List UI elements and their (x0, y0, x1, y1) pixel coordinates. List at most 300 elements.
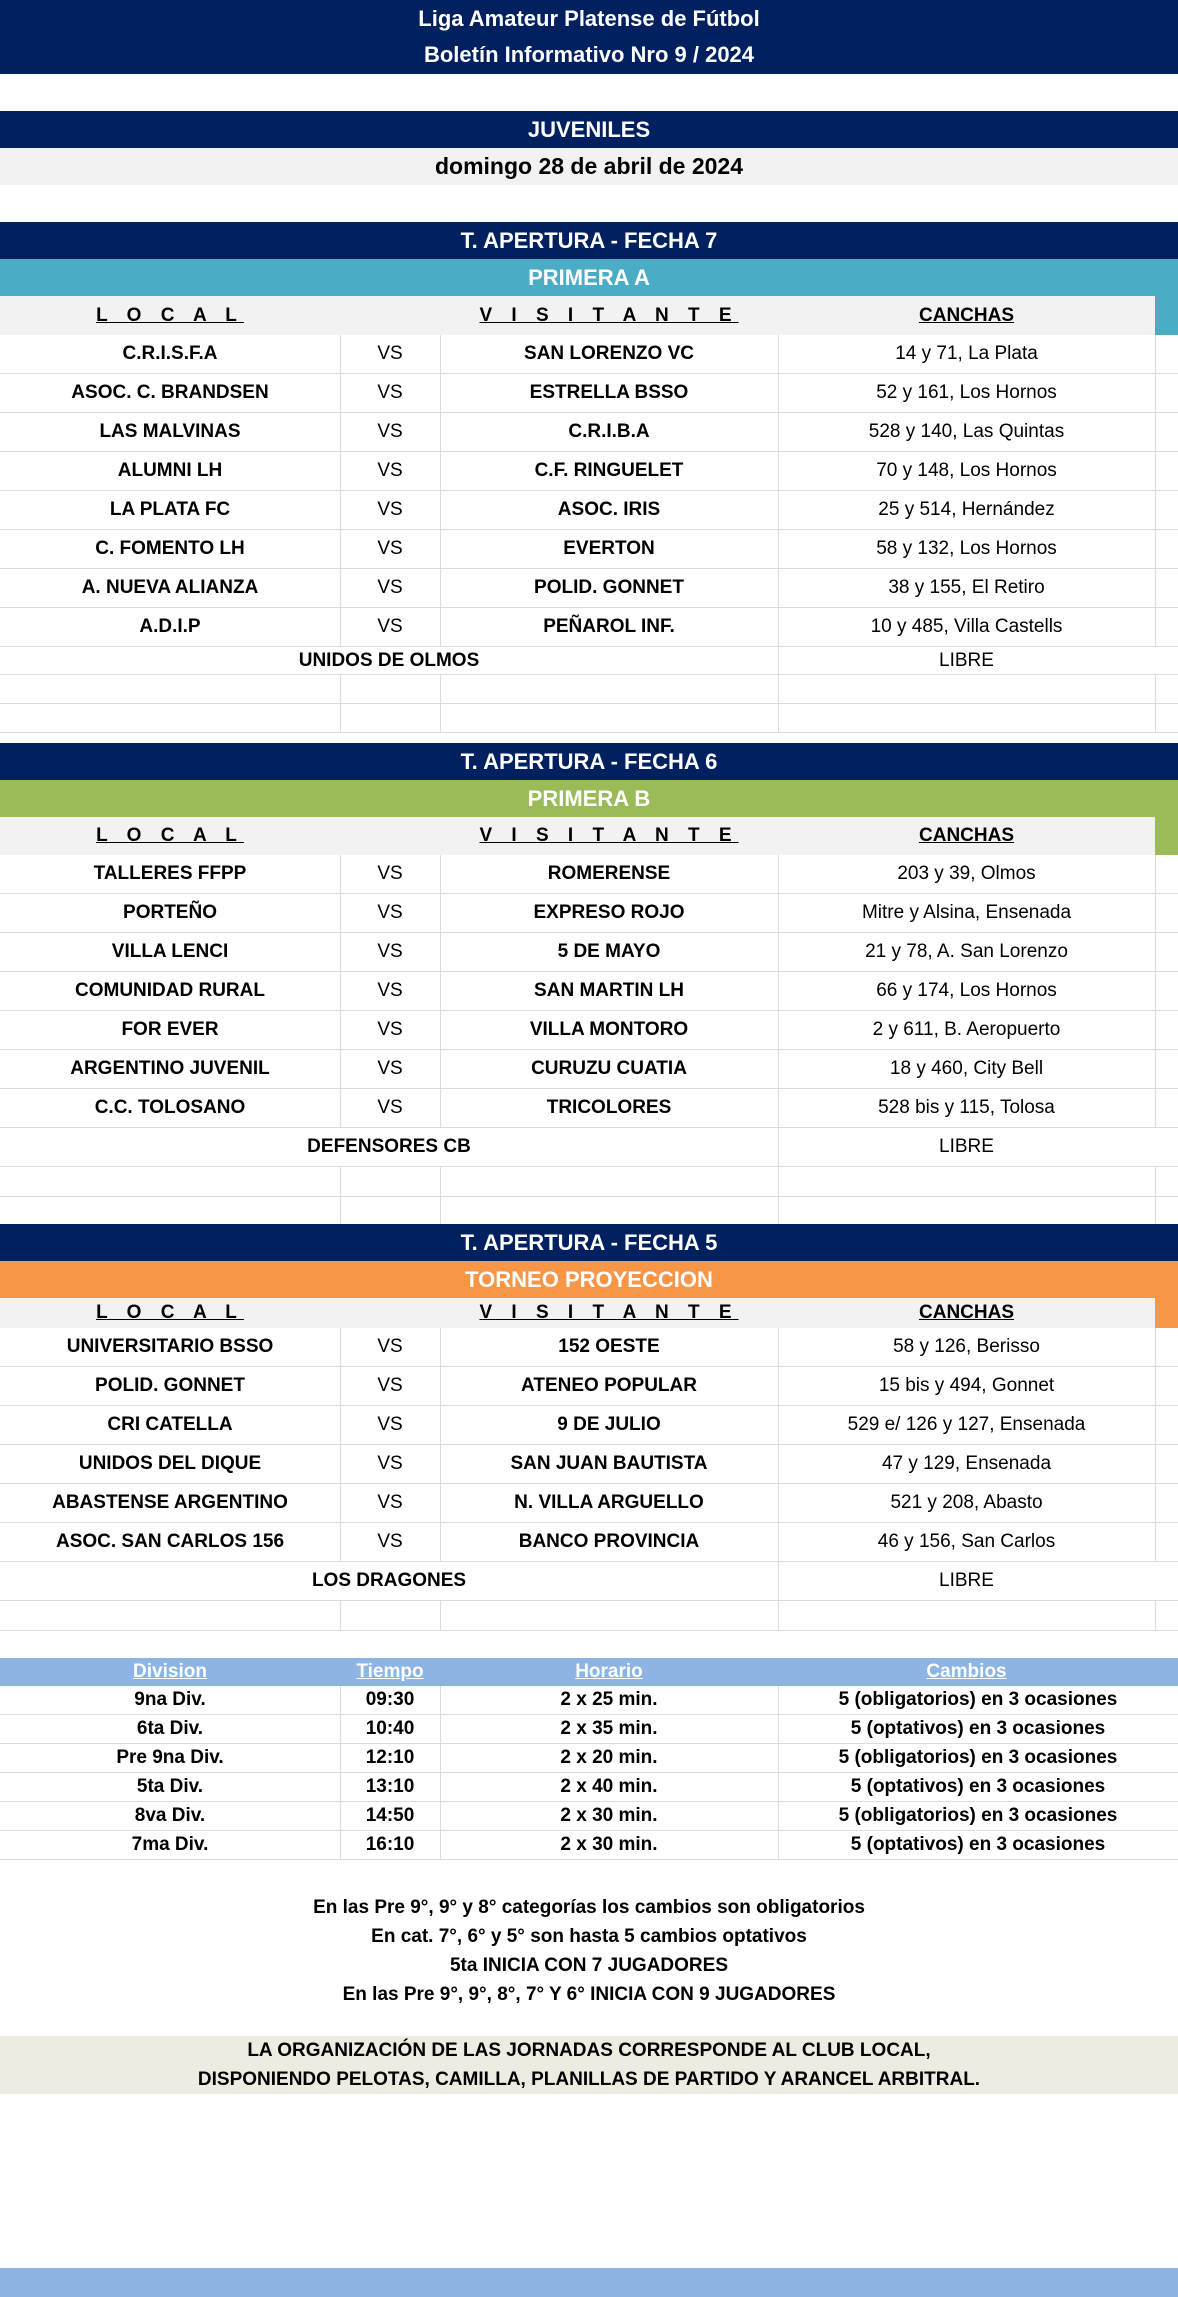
match-row (0, 1367, 1178, 1406)
local-team: A.D.I.P (139, 616, 201, 637)
match-row (0, 1445, 1178, 1484)
header-edge-accent (1155, 1298, 1178, 1328)
column-divider (778, 1128, 779, 1166)
column-divider (340, 1715, 341, 1743)
libre-row (0, 1128, 1178, 1167)
column-header-row (0, 817, 1155, 855)
column-divider (778, 1484, 779, 1522)
field-location: Mitre y Alsina, Ensenada (861, 902, 1072, 923)
column-divider (340, 894, 341, 932)
column-divider (778, 894, 779, 932)
cambios-cell: 5 (optativos) en 3 ocasiones (850, 1834, 1106, 1855)
local-team: TALLERES FFPP (93, 863, 247, 884)
column-divider (1155, 704, 1156, 732)
column-divider (440, 704, 441, 732)
column-divider (778, 569, 779, 607)
column-divider (340, 972, 341, 1010)
vs-label: VS (377, 616, 403, 637)
vs-label: VS (377, 460, 403, 481)
column-divider (440, 1089, 441, 1127)
header-edge-accent (1155, 296, 1178, 335)
column-divider (340, 1050, 341, 1088)
vs-label: VS (377, 1097, 403, 1118)
field-location: 47 y 129, Ensenada (881, 1453, 1052, 1474)
empty-row (0, 1601, 1178, 1631)
column-divider (440, 1686, 441, 1714)
column-divider (778, 1715, 779, 1743)
visiting-team: 9 DE JULIO (557, 1414, 661, 1435)
column-divider (340, 704, 341, 732)
field-location: 2 y 611, B. Aeropuerto (872, 1019, 1061, 1040)
match-row (0, 452, 1178, 491)
column-divider (340, 413, 341, 451)
vs-label: VS (377, 538, 403, 559)
column-divider (340, 1011, 341, 1049)
column-divider (778, 1089, 779, 1127)
local-team: POLID. GONNET (95, 1375, 245, 1396)
column-divider (778, 1167, 779, 1196)
vs-label: VS (377, 1375, 403, 1396)
visiting-team: POLID. GONNET (534, 577, 684, 598)
column-divider (340, 1601, 341, 1630)
column-divider (1155, 1050, 1156, 1088)
column-divider (440, 1328, 441, 1366)
column-divider (778, 1802, 779, 1830)
column-divider (1155, 569, 1156, 607)
column-divider (340, 1523, 341, 1561)
match-row (0, 413, 1178, 452)
column-divider (440, 413, 441, 451)
match-row (0, 491, 1178, 530)
division-cell: 5ta Div. (136, 1776, 204, 1797)
column-divider (340, 569, 341, 607)
column-divider (340, 491, 341, 529)
cambios-column-header: Cambios (926, 1661, 1007, 1682)
cambios-cell: 5 (optativos) en 3 ocasiones (850, 1776, 1106, 1797)
libre-team: DEFENSORES CB (307, 1136, 471, 1157)
field-location: 14 y 71, La Plata (895, 343, 1038, 364)
column-divider (1155, 894, 1156, 932)
section-title-bar (0, 743, 1178, 780)
column-divider (778, 972, 779, 1010)
local-team: ASOC. C. BRANDSEN (71, 382, 269, 403)
field-location: 70 y 148, Los Hornos (876, 460, 1057, 481)
date-bar (0, 148, 1178, 185)
field-location: 521 y 208, Abasto (890, 1492, 1043, 1513)
local-team: UNIVERSITARIO BSSO (66, 1336, 274, 1357)
rule-note: 5ta INICIA CON 7 JUGADORES (449, 1955, 728, 1976)
local-team: CRI CATELLA (107, 1414, 233, 1435)
local-team: ABASTENSE ARGENTINO (52, 1492, 288, 1513)
column-divider (340, 1802, 341, 1830)
column-divider (778, 1523, 779, 1561)
column-header-row (0, 296, 1155, 335)
column-divider (1155, 1197, 1156, 1226)
column-divider (340, 1445, 341, 1483)
section-title: T. APERTURA - FECHA 6 (460, 748, 718, 774)
column-divider (1155, 1089, 1156, 1127)
column-divider (778, 1367, 779, 1405)
column-divider (340, 1167, 341, 1196)
column-divider (778, 1773, 779, 1801)
visiting-team: C.F. RINGUELET (534, 460, 684, 481)
column-divider (778, 1445, 779, 1483)
column-divider (440, 1406, 441, 1444)
column-divider (440, 1367, 441, 1405)
column-divider (440, 335, 441, 373)
tiempo-column-header: Tiempo (356, 1661, 424, 1682)
match-row (0, 1523, 1178, 1562)
section-title: T. APERTURA - FECHA 5 (460, 1229, 718, 1255)
division-name: PRIMERA A (528, 264, 650, 290)
column-divider (1155, 933, 1156, 971)
schedule-header-row (0, 1658, 1178, 1686)
column-divider (440, 1050, 441, 1088)
column-divider (440, 1197, 441, 1226)
column-divider (778, 452, 779, 490)
visiting-team: EVERTON (563, 538, 655, 559)
vs-label: VS (377, 421, 403, 442)
footer-bar (0, 2268, 1178, 2297)
column-divider (440, 1831, 441, 1859)
visiting-team: PEÑAROL INF. (543, 616, 675, 637)
column-divider (778, 855, 779, 893)
column-divider (340, 1089, 341, 1127)
field-location: 528 y 140, Las Quintas (868, 421, 1065, 442)
tiempo-cell: 13:10 (365, 1776, 415, 1797)
schedule-row (0, 1686, 1178, 1715)
column-divider (340, 452, 341, 490)
column-divider (778, 1406, 779, 1444)
column-divider (340, 855, 341, 893)
visiting-team: EXPRESO ROJO (533, 902, 685, 923)
match-row (0, 1089, 1178, 1128)
match-date: domingo 28 de abril de 2024 (434, 153, 744, 179)
tiempo-cell: 16:10 (365, 1834, 415, 1855)
match-row (0, 374, 1178, 413)
column-divider (778, 675, 779, 703)
column-divider (778, 1744, 779, 1772)
field-location: 58 y 132, Los Hornos (876, 538, 1057, 559)
column-divider (340, 1773, 341, 1801)
notice-line: LA ORGANIZACIÓN DE LAS JORNADAS CORRESPONDE AL CLUB LOCAL, (247, 2040, 931, 2061)
vs-label: VS (377, 1531, 403, 1552)
column-divider (340, 530, 341, 568)
column-divider (778, 1197, 779, 1226)
visiting-team: C.R.I.B.A (568, 421, 650, 442)
column-divider (1155, 1328, 1156, 1366)
horario-cell: 2 x 35 min. (560, 1718, 658, 1739)
column-divider (778, 647, 779, 674)
match-row (0, 855, 1178, 894)
local-team: ASOC. SAN CARLOS 156 (55, 1531, 285, 1552)
visiting-team: SAN JUAN BAUTISTA (510, 1453, 708, 1474)
visiting-team: ROMERENSE (547, 863, 671, 884)
rule-note: En las Pre 9°, 9°, 8°, 7° Y 6° INICIA CON 9 JUGADORES (342, 1984, 836, 2005)
local-team: COMUNIDAD RURAL (75, 980, 265, 1001)
schedule-row (0, 1831, 1178, 1860)
empty-row (0, 1167, 1178, 1197)
vs-label: VS (377, 980, 403, 1001)
tiempo-cell: 12:10 (365, 1747, 415, 1768)
cambios-cell: 5 (obligatorios) en 3 ocasiones (838, 1805, 1118, 1826)
category-label: JUVENILES (527, 116, 651, 142)
local-team: LAS MALVINAS (99, 421, 241, 442)
match-row (0, 1484, 1178, 1523)
visiting-team: ATENEO POPULAR (521, 1375, 697, 1396)
division-bar (0, 780, 1178, 817)
vs-label: VS (377, 343, 403, 364)
division-name: TORNEO PROYECCION (465, 1266, 713, 1292)
field-location: 10 y 485, Villa Castells (870, 616, 1063, 637)
column-divider (1155, 374, 1156, 412)
match-row (0, 894, 1178, 933)
field-location: 529 e/ 126 y 127, Ensenada (847, 1414, 1086, 1435)
vs-label: VS (377, 863, 403, 884)
visiting-team: CURUZU CUATIA (531, 1058, 687, 1079)
column-divider (778, 491, 779, 529)
column-divider (1155, 675, 1156, 703)
organization-notice (0, 2036, 1178, 2094)
column-divider (778, 1328, 779, 1366)
column-divider (440, 1484, 441, 1522)
match-row (0, 530, 1178, 569)
column-divider (1155, 452, 1156, 490)
match-row (0, 1328, 1178, 1367)
column-divider (340, 335, 341, 373)
column-divider (440, 894, 441, 932)
horario-cell: 2 x 20 min. (560, 1747, 658, 1768)
field-location: 66 y 174, Los Hornos (876, 980, 1057, 1001)
column-divider (1155, 491, 1156, 529)
tiempo-cell: 10:40 (365, 1718, 415, 1739)
empty-row (0, 675, 1178, 704)
column-divider (778, 1686, 779, 1714)
vs-label: VS (377, 577, 403, 598)
libre-label: LIBRE (939, 1570, 994, 1591)
column-divider (1155, 335, 1156, 373)
tiempo-cell: 09:30 (365, 1689, 415, 1710)
column-divider (1155, 530, 1156, 568)
field-location: 38 y 155, El Retiro (888, 577, 1045, 598)
libre-label: LIBRE (939, 649, 994, 671)
column-divider (440, 1011, 441, 1049)
vs-label: VS (377, 1492, 403, 1513)
column-divider (440, 1744, 441, 1772)
column-divider (340, 1484, 341, 1522)
local-team: UNIDOS DEL DIQUE (78, 1453, 262, 1474)
division-cell: 6ta Div. (136, 1718, 204, 1739)
column-divider (778, 413, 779, 451)
horario-cell: 2 x 30 min. (560, 1805, 658, 1826)
column-divider (1155, 972, 1156, 1010)
division-cell: Pre 9na Div. (116, 1747, 224, 1768)
section-title-bar (0, 1224, 1178, 1261)
division-cell: 7ma Div. (131, 1834, 209, 1855)
column-divider (778, 933, 779, 971)
field-location: 528 bis y 115, Tolosa (878, 1097, 1055, 1118)
column-divider (340, 1744, 341, 1772)
column-divider (778, 530, 779, 568)
division-bar (0, 1261, 1178, 1298)
column-divider (340, 1367, 341, 1405)
schedule-row (0, 1715, 1178, 1744)
local-team: FOR EVER (121, 1019, 219, 1040)
cambios-cell: 5 (obligatorios) en 3 ocasiones (838, 1689, 1118, 1710)
libre-label: LIBRE (939, 1136, 994, 1157)
horario-cell: 2 x 25 min. (560, 1689, 658, 1710)
libre-team: LOS DRAGONES (311, 1570, 467, 1591)
column-divider (778, 374, 779, 412)
local-team: LA PLATA FC (109, 499, 231, 520)
column-divider (778, 1831, 779, 1859)
column-divider (340, 374, 341, 412)
column-divider (440, 972, 441, 1010)
column-divider (340, 1831, 341, 1859)
column-divider (440, 452, 441, 490)
field-location: 58 y 126, Berisso (893, 1336, 1040, 1357)
vs-label: VS (377, 1336, 403, 1357)
match-row (0, 1011, 1178, 1050)
libre-row (0, 1562, 1178, 1601)
column-divider (440, 1715, 441, 1743)
visiting-team: TRICOLORES (546, 1097, 672, 1118)
match-row (0, 569, 1178, 608)
column-divider (440, 1601, 441, 1630)
column-divider (440, 530, 441, 568)
column-divider (1155, 1011, 1156, 1049)
schedule-row (0, 1773, 1178, 1802)
column-divider (340, 1406, 341, 1444)
field-location: 25 y 514, Hernández (878, 499, 1055, 520)
vs-label: VS (377, 941, 403, 962)
visiting-team: ASOC. IRIS (557, 499, 661, 520)
column-divider (1155, 1167, 1156, 1196)
match-row (0, 1050, 1178, 1089)
column-divider (440, 675, 441, 703)
cambios-cell: 5 (obligatorios) en 3 ocasiones (838, 1747, 1118, 1768)
local-column-header: L O C A L (96, 825, 244, 846)
column-divider (1155, 1601, 1156, 1630)
column-divider (440, 1167, 441, 1196)
league-name: Liga Amateur Platense de Fútbol (418, 6, 760, 31)
column-divider (340, 933, 341, 971)
column-divider (778, 704, 779, 732)
match-row (0, 335, 1178, 374)
column-divider (1155, 1484, 1156, 1522)
vs-label: VS (377, 1058, 403, 1079)
column-divider (778, 1050, 779, 1088)
column-divider (440, 569, 441, 607)
tiempo-cell: 14:50 (365, 1805, 415, 1826)
division-bar (0, 259, 1178, 296)
column-divider (440, 855, 441, 893)
visiting-team: SAN MARTIN LH (534, 980, 684, 1001)
visiting-team: N. VILLA ARGUELLO (514, 1492, 704, 1513)
match-row (0, 1406, 1178, 1445)
vs-label: VS (377, 1453, 403, 1474)
field-location: 203 y 39, Olmos (897, 863, 1036, 884)
visiting-team: ESTRELLA BSSO (529, 382, 689, 403)
visiting-team: SAN LORENZO VC (524, 343, 694, 364)
column-divider (440, 1445, 441, 1483)
column-divider (340, 608, 341, 646)
local-team: C.C. TOLOSANO (94, 1097, 246, 1118)
column-divider (440, 1802, 441, 1830)
column-divider (778, 335, 779, 373)
local-team: ALUMNI LH (117, 460, 223, 481)
visiting-team: BANCO PROVINCIA (518, 1531, 700, 1552)
division-column-header: Division (133, 1661, 207, 1682)
column-divider (1155, 1406, 1156, 1444)
column-divider (440, 491, 441, 529)
section-title: T. APERTURA - FECHA 7 (460, 227, 718, 253)
schedule-row (0, 1744, 1178, 1773)
schedule-row (0, 1802, 1178, 1831)
local-team: C. FOMENTO LH (95, 538, 245, 559)
column-divider (340, 1197, 341, 1226)
notice-line: DISPONIENDO PELOTAS, CAMILLA, PLANILLAS DE PARTIDO Y ARANCEL ARBITRAL. (197, 2069, 981, 2090)
column-divider (340, 1328, 341, 1366)
canchas-column-header: CANCHAS (919, 1302, 1014, 1323)
visitante-column-header: V I S I T A N T E (479, 1302, 739, 1323)
division-cell: 9na Div. (134, 1689, 206, 1710)
field-location: 46 y 156, San Carlos (877, 1531, 1056, 1552)
field-location: 21 y 78, A. San Lorenzo (865, 941, 1068, 962)
field-location: 15 bis y 494, Gonnet (878, 1375, 1055, 1396)
cambios-cell: 5 (optativos) en 3 ocasiones (850, 1718, 1106, 1739)
local-team: A. NUEVA ALIANZA (81, 577, 259, 598)
canchas-column-header: CANCHAS (919, 304, 1014, 326)
visitante-column-header: V I S I T A N T E (479, 304, 739, 326)
vs-label: VS (377, 902, 403, 923)
canchas-column-header: CANCHAS (919, 825, 1014, 846)
column-divider (1155, 608, 1156, 646)
libre-row (0, 647, 1178, 675)
column-divider (778, 1601, 779, 1630)
match-row (0, 608, 1178, 647)
local-team: C.R.I.S.F.A (122, 343, 218, 364)
column-divider (1155, 1523, 1156, 1561)
visiting-team: VILLA MONTORO (529, 1019, 689, 1040)
field-location: 18 y 460, City Bell (889, 1058, 1044, 1079)
column-divider (1155, 1367, 1156, 1405)
libre-team: UNIDOS DE OLMOS (298, 649, 480, 671)
empty-row (0, 1197, 1178, 1227)
visitante-column-header: V I S I T A N T E (479, 825, 739, 846)
local-team: ARGENTINO JUVENIL (70, 1058, 270, 1079)
visiting-team: 5 DE MAYO (557, 941, 661, 962)
column-divider (440, 374, 441, 412)
local-column-header: L O C A L (96, 304, 244, 326)
match-row (0, 933, 1178, 972)
column-header-row (0, 1298, 1155, 1328)
column-divider (440, 608, 441, 646)
column-divider (1155, 413, 1156, 451)
bulletin-number: Boletín Informativo Nro 9 / 2024 (423, 42, 755, 67)
column-divider (440, 933, 441, 971)
column-divider (440, 1523, 441, 1561)
header-edge-accent (1155, 817, 1178, 855)
division-name: PRIMERA B (527, 785, 651, 811)
vs-label: VS (377, 1019, 403, 1040)
rule-note: En cat. 7°, 6° y 5° son hasta 5 cambios optativos (371, 1926, 807, 1947)
vs-label: VS (377, 1414, 403, 1435)
match-row (0, 972, 1178, 1011)
horario-cell: 2 x 30 min. (560, 1834, 658, 1855)
visiting-team: 152 OESTE (558, 1336, 660, 1357)
league-title-bar (0, 0, 1178, 74)
